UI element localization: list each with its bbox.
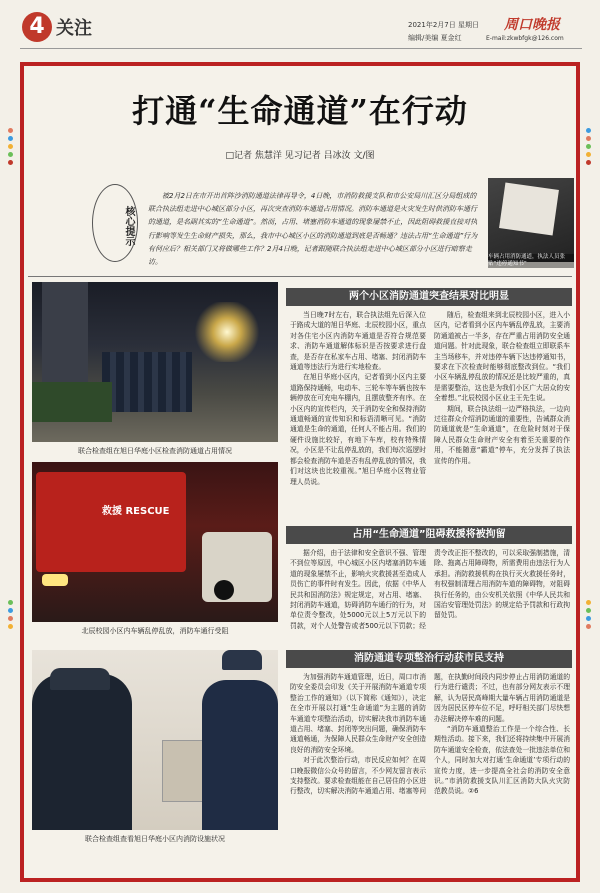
photo-facilities-xuri (32, 650, 278, 830)
newspaper-logo: 周口晚报 (504, 17, 560, 33)
intro-divider (28, 276, 572, 277)
section-1-col-1 (290, 310, 426, 487)
section-1-paragraph: 在旭日华庭小区内，记者看到小区内主要道路保持通畅，电动车、三轮车等车辆也按车辆停放在可充电车棚内，且摆放整齐有序。在小区内的宣传栏内，关于消防安全和保持消防通道畅通的宣传知识和标语清晰可见。“消防通道是生命的通道，任何人不能占用。我们的硬件设施比较好，有地下车库，校有特殊情况，小区是不让乱停乱放的，我们每次巡逻时都会检查消防车道是否有乱停乱放的情况，我们对这块也比较重视。”旭日华庭小区物业管理人员说。 (290, 373, 426, 486)
section-heading-3: 消防通道专项整治行动获市民支持 (286, 650, 572, 668)
section-1-col-2 (434, 310, 570, 466)
intro-photo-caption: 车辆占用消防通道，执法人员张贴“违停通知书” (488, 254, 574, 268)
photo-3-caption: 联合检查组查看旭日华庭小区内消防设施状况 (85, 835, 225, 843)
dots-decoration-left-lower (8, 600, 14, 632)
section-3-paragraph: 对于此次整治行动，市民反应如何？在周口晚报微信公众号的留言，不少网友留言表示支持整改。要求检查组能在自己居住的小区进行整改，切实解决消防车通道占用、堵塞等问题，在执勤时间段内同步停止占用消防通道的行为进行谴责；不过，也有部分网友表示不理解，认为居民高峰期大量车辆占用消防通道是因为居民区停车位不足，呼吁相关部门尽快想办法解决停车难的问题。 (290, 673, 570, 796)
dots-decoration-left (8, 128, 14, 168)
page-number-badge: 4 (22, 12, 52, 42)
core-tip-label: 核心提示 (92, 184, 138, 262)
intro-photo (488, 178, 574, 262)
section-heading-1: 两个小区消防通道突查结果对比明显 (286, 288, 572, 306)
photo-inspection-xuri (32, 282, 278, 442)
photo-2-caption: 北辰校园小区内车辆乱停乱放，消防车通行受阻 (81, 627, 229, 635)
section-1-paragraph: 当日晚7时左右，联合执法组先后深入位于路成大道的旭日华庭、北辰校园小区，重点对各住宅小区内消防车通道是否符合规范要求、消防车通道解体标识是否按要求进行盘查，是否存在私家车占用、堵塞、封闭消防车通道等违法行为进行实地检查。 (290, 311, 426, 372)
section-3-body (290, 672, 570, 872)
photo-cars-beichen (32, 462, 278, 622)
dots-decoration-right-lower (586, 600, 592, 632)
issue-date: 2021年2月7日 星期日 (408, 21, 479, 29)
dots-decoration-right (586, 128, 592, 168)
section-2-body (290, 548, 570, 640)
section-1-paragraph: 期间，联合执法组一边严格执法，一边向过往群众介绍消防通道的重要性，告诫群众消防通道就是“生命通道”，在危险时刻对于保障人民群众生命财产安全有着至关重要的作用，不能随意“霸道”停车，充分发挥了执法宣传的作用。 (434, 404, 570, 465)
section-3-paragraph: 为加强消防车通道管理，近日，周口市消防安全委员会印发《关于开展消防车通道专项整治工作的通知》（以下简称《通知》），决定在全市开展以打通“生命通道”为主题的消防车通道专项整治活动，切实解决我市消防车通道占用、堵塞、封闭等突出问题，确保消防车通道畅通，为保障人民群众生命财产安全创造良好的消防安全环境。 (290, 673, 426, 754)
contact-email: E-mail:zkwbfgk@126.com (486, 35, 564, 42)
intro-paragraph: 被2月2日在市开出首阵沙消防通道法律再导令，4日晚，市消防救援支队和市公安局川汇区分局组成的联合执法组走进中心城区部分小区，再次突查消防车通道占用情况。消防车通道是火灾发生时供消防车通行的通道，是名副其实的“生命通道”。然而，占用、堵塞消防车通道的现象屡禁不止，因此阻碍救援直接对执行影响等发生生命财产损失，那么，我市中心城区小区的消防通道到底是否畅通？违法占用“生命通道”行为有何应后？相关部门又将做哪些工作？2月4日晚，记者跟随联合执法组走进中心城区部分小区进行暗察走访。 (148, 192, 478, 267)
rescue-truck-label: 救援 RESCUE (102, 506, 170, 517)
section-name: 关注 (56, 18, 92, 39)
editor-credit: 编辑/美编 夏金红 (408, 34, 462, 42)
photo-1-caption: 联合检查组在旭日华庭小区检查消防通道占用情况 (78, 447, 232, 455)
section-3-paragraph: “消防车通道整治工作是一个综合性、长期性活动。接下来，我们还将持续集中开展消防车通道安全检查，依法查处一批违法单位和个人，同时加大对打通‘生命通道’专项行动的宣传力度，进一步提高全社会的消防安全意识。”市消防救援支队川汇区消防大队火灾防范教员说。②6 (434, 725, 570, 796)
section-1-paragraph: 随后，检查组来到北辰校园小区，进入小区内，记者看到小区内车辆乱停乱放，主要消防通道被占一半多，存在严重占用消防安全通道问题。针对此现象，联合检查组立即联系车主当场移车，并对违停车辆下达违停通知书，要求在下次检查时能够彻底整改到位。“我们小区车辆乱停乱放的情况还是比较严重的，真是需要整治，这也是为我们小区广大居众的安全着想。”北辰校园小区业主王先生说。 (434, 311, 570, 403)
section-2-paragraph: 据介绍，由于法律和安全意识不强、管理不到位等原因，中心城区小区内堵塞消防车通道的现象屡禁不止，影响火灾救援甚至造成人员伤亡的事件时有发生。因此，依据《中华人民共和国消防法》规定规定，对占用、堵塞、封闭消防车通道，妨碍消防车通行的行为，对单位责令整改，处5000元以上5万元以下的罚款，对个人处警告或者500元以下罚款；经责令改正拒不整改的，可以采取强制措施，清除、拖离占用障碍物，所需费用由违法行为人承担。消防救援机构在执行灭火救援任务时，有权强制清理占用消防车道的障碍物，对阻碍执行任务的，由公安机关依照《中华人民共和国治安管理处罚法》的规定给予罚款和行政拘留处罚。 (290, 549, 570, 630)
article-title: 打通“生命通道”在行动 (132, 92, 468, 130)
header-divider (20, 48, 582, 49)
article-byline: □记者 焦慧洋 见习记者 吕冰汝 文/图 (225, 151, 375, 161)
section-heading-2: 占用“生命通道”阻碍救援将被拘留 (286, 526, 572, 544)
